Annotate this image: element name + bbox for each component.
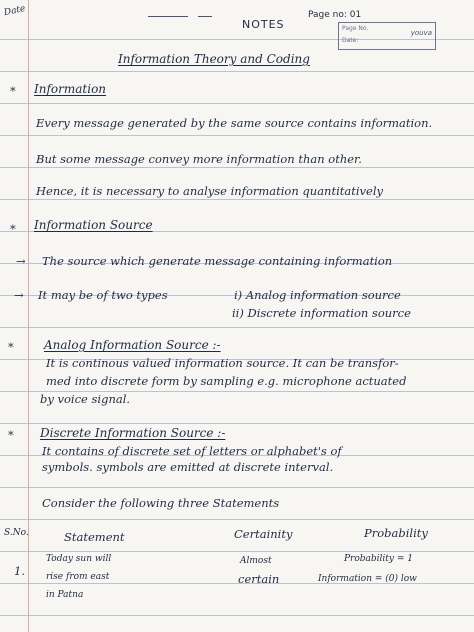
note-line: The source which generate message containing information — [42, 254, 393, 268]
table-header-statement: Statement — [64, 530, 125, 544]
brand-logo: youva — [410, 29, 432, 37]
note-line: symbols. symbols are emitted at discrete interval. — [42, 460, 334, 474]
note-line: It may be of two types — [38, 288, 168, 302]
note-line: by voice signal. — [40, 392, 131, 406]
note-line: Consider the following three Statements — [42, 496, 280, 510]
header-dash — [198, 16, 212, 17]
notes-title: NOTES — [242, 18, 285, 31]
table-cell-certainty: certain — [238, 572, 280, 586]
bullet-star: * — [10, 84, 16, 98]
table-cell-statement: rise from east — [46, 572, 110, 582]
arrow-icon: → — [14, 288, 24, 302]
table-header-sno: S.No. — [4, 528, 29, 538]
table-cell-statement: Today sun will — [46, 554, 112, 564]
table-cell-certainty: Almost — [240, 556, 272, 566]
page-title: Information Theory and Coding — [118, 52, 310, 66]
bullet-star: * — [10, 222, 16, 236]
source-type-item: ii) Discrete information source — [232, 306, 411, 320]
note-line: med into discrete form by sampling e.g. microphone actuated — [46, 374, 407, 388]
section-heading-information-source: Information Source — [34, 218, 153, 232]
table-header-certainty: Certainity — [234, 527, 293, 541]
section-heading-information: Information — [34, 82, 107, 96]
note-line: Hence, it is necessary to analyse information quantitatively — [36, 184, 384, 198]
section-heading-analog-source: Analog Information Source :- — [44, 338, 221, 352]
note-line: It is continous valued information source. It can be transfor- — [46, 356, 399, 370]
page-number: Page no: 01 — [308, 10, 362, 20]
table-cell-probability: Probability = 1 — [344, 554, 413, 564]
note-line: Every message generated by the same source contains information. — [36, 116, 433, 130]
bullet-star: * — [8, 428, 14, 442]
table-cell-sno: 1. — [14, 564, 25, 578]
source-type-item: i) Analog information source — [234, 288, 401, 302]
section-heading-discrete-source: Discrete Information Source :- — [40, 426, 226, 440]
bullet-star: * — [8, 340, 14, 354]
header-dash — [148, 16, 188, 17]
box-date-label: Date: — [342, 37, 359, 44]
box-page-label: Page No. — [342, 25, 369, 32]
table-header-probability: Probability — [364, 526, 428, 540]
table-cell-statement: in Patna — [46, 590, 84, 600]
date-label: Date — [3, 3, 27, 19]
note-line: It contains of discrete set of letters or alphabet's of — [42, 444, 342, 458]
note-line: But some message convey more information than other. — [36, 152, 362, 166]
page-date-box — [338, 22, 436, 50]
table-cell-probability: Information = (0) low — [318, 574, 417, 584]
arrow-icon: → — [16, 254, 26, 268]
